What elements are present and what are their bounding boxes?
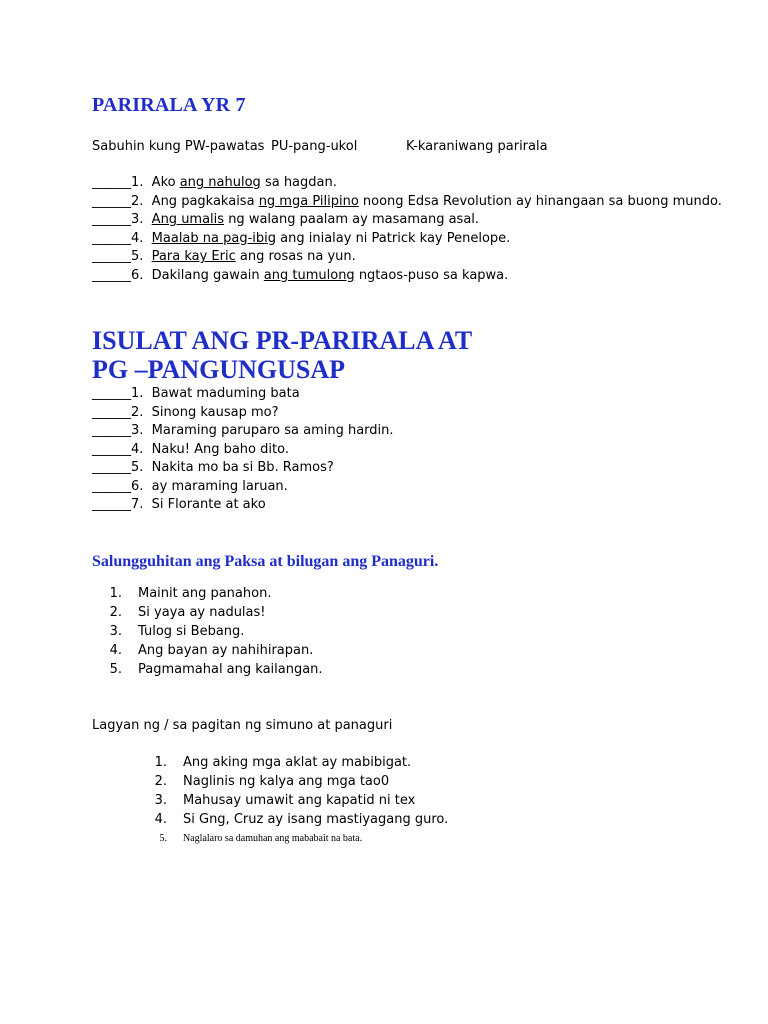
section4-instruction: Lagyan ng / sa pagitan ng simuno at panaguri [92, 718, 393, 733]
list-item: ______5. Para kay Eric ang rosas na yun. [92, 249, 356, 264]
list-item: ______5. Nakita mo ba si Bb. Ramos? [92, 460, 334, 475]
list-item: ______1. Ako ang nahulog sa hagdan. [92, 175, 337, 190]
list-item: 1. Mainit ang panahon. [109, 586, 272, 601]
list-item: 3. Mahusay umawit ang kapatid ni tex [154, 793, 416, 808]
list-item: ______3. Ang umalis ng walang paalam ay masamang asal. [92, 212, 480, 227]
list-item: 3. Tulog si Bebang. [109, 624, 245, 639]
list-item: ______6. Dakilang gawain ang tumulong ngtaos-puso sa kapwa. [92, 267, 509, 283]
list-item: 4. Ang bayan ay nahihirapan. [109, 643, 314, 658]
section4-list [137, 754, 537, 849]
list-item: 4. Si Gng, Cruz ay isang mastiyagang guro. [154, 812, 449, 827]
list-item: ______4. Naku! Ang baho dito. [92, 441, 289, 457]
instruction-pu: PU-pang-ukol [271, 139, 358, 154]
list-item: 2. Naglinis ng kalya ang mga tao0 [154, 774, 390, 789]
list-item: 5. Naglalaro sa damuhan ang mababait na bata. [159, 833, 363, 844]
list-item: ______7. Si Florante at ako [92, 497, 266, 512]
section3-title: Salungguhitan ang Paksa at bilugan ang Panaguri. [92, 553, 439, 570]
section2-title [92, 326, 472, 384]
section1-title: PARIRALA YR 7 [92, 94, 246, 116]
section1-list [92, 174, 722, 285]
list-item: ______4. Maalab na pag-ibig ang inialay ni Patrick kay Penelope. [92, 230, 511, 246]
list-item: ______3. Maraming paruparo sa aming hardin. [92, 423, 394, 438]
list-item: ______1. Bawat maduming bata [92, 386, 300, 401]
list-item: 2. Si yaya ay nadulas! [109, 605, 266, 620]
instruction-pw: Sabuhin kung PW-pawatas [92, 139, 265, 154]
section2-title-line1: ISULAT ANG PR-PARIRALA AT [92, 326, 473, 355]
instruction-k: K-karaniwang parirala [406, 139, 548, 154]
list-item: ______6. ay maraming laruan. [92, 478, 288, 494]
section3-list [92, 585, 492, 680]
list-item: ______2. Sinong kausap mo? [92, 404, 279, 420]
list-item: ______2. Ang pagkakaisa ng mga Pilipino noong Edsa Revolution ay hinangaan sa buong mundo. [92, 193, 722, 209]
section2-title-line2: PG –PANGUNGUSAP [92, 355, 346, 384]
list-item: 1. Ang aking mga aklat ay mabibigat. [154, 755, 412, 770]
section2-list [92, 385, 394, 515]
list-item: 5. Pagmamahal ang kailangan. [109, 662, 323, 677]
